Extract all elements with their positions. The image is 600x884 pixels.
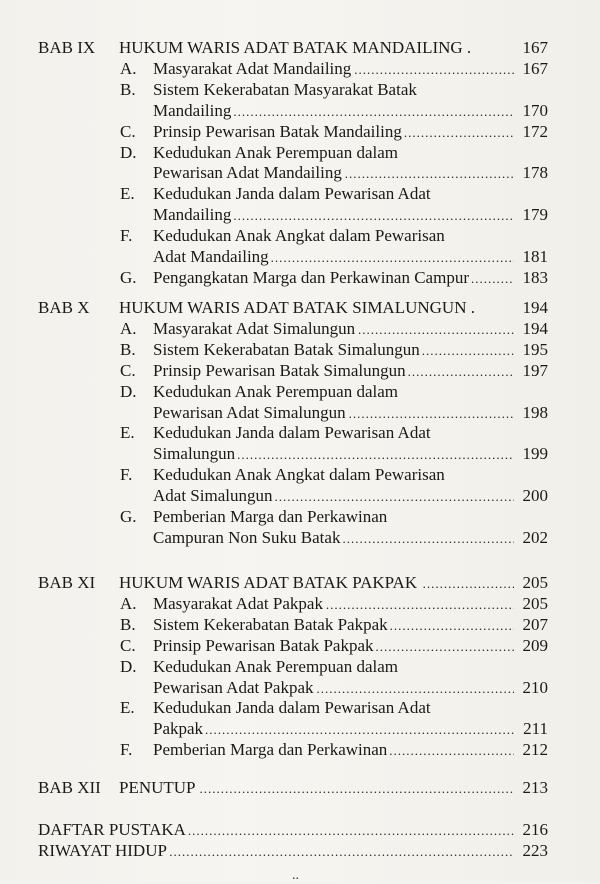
entry-letter: A. — [120, 58, 137, 78]
toc-page-number: 209 — [522, 635, 548, 655]
dot-leader — [274, 486, 514, 506]
toc-entry-continuation[interactable] — [38, 678, 548, 698]
entry-letter: B. — [120, 614, 136, 634]
dot-leader — [169, 841, 514, 861]
toc-entry[interactable] — [38, 268, 548, 288]
entry-letter: F. — [120, 740, 133, 760]
toc-entry[interactable] — [38, 740, 548, 760]
chapter-title: HUKUM WARIS ADAT BATAK MANDAILING . — [119, 38, 472, 57]
dot-leader — [233, 205, 514, 225]
toc-entry[interactable] — [38, 59, 548, 79]
entry-title: Adat Mandailing — [153, 247, 269, 266]
entry-letter: D. — [120, 142, 137, 162]
chapter-title: HUKUM WARIS ADAT BATAK SIMALUNGUN . — [119, 298, 475, 317]
dot-leader-dots — [274, 488, 514, 506]
toc-back-matter[interactable] — [38, 841, 548, 861]
dot-leader — [389, 740, 514, 760]
dot-leader-dots — [422, 342, 514, 360]
entry-letter: D. — [120, 381, 137, 401]
dot-leader — [349, 403, 514, 423]
toc-page-number: 216 — [522, 820, 548, 839]
toc-page-number: 172 — [522, 121, 548, 141]
entry-title: Prinsip Pewarisan Batak Mandailing — [153, 121, 402, 141]
dot-leader-dots — [471, 270, 514, 288]
entry-title: Kedudukan Anak Angkat dalam Pewarisan — [153, 465, 445, 485]
toc-page-number: 198 — [522, 402, 548, 422]
dot-leader-dots — [389, 742, 514, 760]
dot-leader — [205, 719, 514, 739]
entry-title: Pengangkatan Marga dan Perkawinan Campur — [153, 267, 469, 287]
toc-page-number: 197 — [522, 360, 548, 380]
entry-title: Pewarisan Adat Simalungun — [153, 402, 346, 422]
toc-page-number: 167 — [522, 58, 548, 78]
toc-entry[interactable] — [38, 184, 548, 204]
entry-title: Prinsip Pewarisan Batak Simalungun — [153, 360, 406, 380]
toc-page-number: 223 — [522, 841, 548, 860]
entry-title: Sistem Kekerabatan Masyarakat Batak — [153, 79, 417, 99]
dot-leader — [342, 528, 514, 548]
toc-page-number: 194 — [522, 298, 548, 317]
toc-entry-continuation[interactable] — [38, 403, 548, 423]
toc-entry[interactable] — [38, 143, 548, 163]
dot-leader-dots — [349, 405, 514, 423]
dot-leader-dots — [205, 721, 514, 739]
toc-chapter-3[interactable] — [38, 573, 548, 593]
dot-leader — [326, 594, 514, 614]
entry-title: Mandailing — [153, 205, 232, 225]
toc-chapter-1[interactable] — [38, 38, 548, 58]
dot-leader — [390, 615, 514, 635]
toc-entry[interactable] — [38, 657, 548, 677]
dot-leader-dots — [345, 165, 514, 183]
entry-title: Masyarakat Adat Simalungun — [153, 318, 356, 338]
entry-title: Kedudukan Anak Angkat dalam Pewarisan — [153, 226, 445, 246]
chapter-code: BAB IX — [38, 38, 96, 57]
toc-page-number: 179 — [522, 205, 548, 225]
entry-letter: C. — [120, 360, 136, 380]
dot-leader-dots — [169, 843, 514, 861]
toc-page-number: 210 — [522, 677, 548, 697]
entry-letter: G. — [120, 507, 137, 526]
dot-leader — [233, 101, 514, 121]
dot-leader-dots — [408, 363, 514, 381]
toc-page-number: 200 — [522, 486, 548, 506]
entry-title: Pemberian Marga dan Perkawinan — [153, 740, 388, 760]
entry-letter: D. — [120, 656, 137, 676]
entry-title: Campuran Non Suku Batak — [153, 527, 341, 547]
toc-entry[interactable] — [38, 698, 548, 718]
entry-title: Kedudukan Anak Perempuan dalam — [153, 381, 399, 401]
dot-leader-dots — [342, 530, 514, 548]
dot-leader-dots — [237, 446, 514, 464]
chapter-code: BAB X — [38, 298, 90, 317]
entry-title: Sistem Kekerabatan Batak Simalungun — [153, 339, 420, 359]
toc-chapter-2[interactable] — [38, 298, 548, 318]
dot-leader — [422, 340, 514, 360]
entry-title: Kedudukan Janda dalam Pewarisan Adat — [153, 423, 431, 443]
entry-title: Adat Simalungun — [153, 486, 273, 506]
toc-page-number: 211 — [523, 719, 548, 739]
dot-leader — [237, 444, 514, 464]
toc-page-number: 194 — [522, 318, 548, 338]
toc-entry[interactable] — [38, 340, 548, 360]
entry-title: Pewarisan Adat Mandailing — [153, 163, 342, 183]
dot-leader-dots — [271, 249, 514, 267]
toc-entry-continuation[interactable] — [38, 444, 548, 464]
dot-leader-dots — [233, 103, 514, 121]
chapter-title: HUKUM WARIS ADAT BATAK PAKPAK — [119, 573, 418, 592]
dot-leader-dots — [375, 638, 514, 656]
dot-leader-dots — [200, 780, 515, 798]
toc-page-number: 167 — [522, 38, 548, 57]
entry-title: Masyarakat Adat Mandailing — [153, 58, 352, 78]
entry-letter: E. — [120, 184, 135, 204]
toc-page-number: 202 — [522, 527, 548, 547]
entry-title: Kedudukan Anak Perempuan dalam — [153, 142, 399, 162]
toc-entry-continuation[interactable] — [38, 163, 548, 183]
entry-title: Kedudukan Anak Perempuan dalam — [153, 656, 399, 676]
dot-leader-dots — [423, 575, 514, 593]
entry-title: Mandailing — [153, 100, 232, 120]
toc-entry[interactable] — [38, 423, 548, 443]
toc-entry[interactable] — [38, 226, 548, 246]
entry-title: Masyarakat Adat Pakpak — [153, 593, 323, 613]
dot-leader-dots — [233, 207, 514, 225]
toc-entry-continuation[interactable] — [38, 719, 548, 739]
toc-entry[interactable] — [38, 507, 548, 527]
toc-entry[interactable] — [38, 382, 548, 402]
dot-leader-dots — [316, 680, 514, 698]
dot-leader — [345, 163, 514, 183]
entry-letter: G. — [120, 267, 137, 287]
chapter-code: BAB XII — [38, 778, 101, 797]
chapter-title: PENUTUP — [119, 778, 196, 797]
chapter-code: BAB XI — [38, 573, 96, 592]
dot-leader-dots — [390, 617, 514, 635]
dot-leader-dots — [358, 321, 514, 339]
toc-chapter-4[interactable] — [38, 778, 548, 798]
back-matter-title: RIWAYAT HIDUP — [38, 841, 167, 860]
entry-letter: C. — [120, 635, 136, 655]
toc-entry[interactable] — [38, 594, 548, 614]
entry-title: Kedudukan Janda dalam Pewarisan Adat — [153, 184, 431, 204]
toc-page-number: 183 — [522, 267, 548, 287]
entry-title: Prinsip Pewarisan Batak Pakpak — [153, 635, 374, 655]
entry-letter: E. — [120, 698, 135, 718]
toc-entry[interactable] — [38, 80, 548, 100]
toc-entry-continuation[interactable] — [38, 528, 548, 548]
page-number-mark: .. — [292, 868, 299, 883]
entry-letter: B. — [120, 339, 136, 359]
toc-page-number: 170 — [522, 100, 548, 120]
dot-leader — [404, 122, 514, 142]
dot-leader — [354, 59, 514, 79]
dot-leader — [423, 573, 514, 593]
toc-entry[interactable] — [38, 615, 548, 635]
entry-title: Sistem Kekerabatan Batak Pakpak — [153, 614, 388, 634]
toc-page-number: 205 — [522, 573, 548, 592]
entry-letter: F. — [120, 226, 133, 246]
dot-leader — [358, 319, 514, 339]
toc-page-number: 205 — [522, 593, 548, 613]
dot-leader-dots — [354, 61, 514, 79]
entry-title: Pemberian Marga dan Perkawinan — [153, 507, 388, 526]
dot-leader — [316, 678, 514, 698]
entry-letter: A. — [120, 318, 137, 338]
entry-letter: A. — [120, 593, 137, 613]
entry-title: Pakpak — [153, 719, 204, 739]
dot-leader — [471, 268, 514, 288]
toc-entry[interactable] — [38, 361, 548, 381]
toc-page-number: 213 — [522, 778, 548, 797]
entry-letter: C. — [120, 121, 136, 141]
toc-back-matter[interactable] — [38, 820, 548, 840]
toc-entry-continuation[interactable] — [38, 486, 548, 506]
toc-entry[interactable] — [38, 465, 548, 485]
entry-title: Kedudukan Janda dalam Pewarisan Adat — [153, 698, 431, 718]
entry-title: Pewarisan Adat Pakpak — [153, 677, 314, 697]
toc-entry[interactable] — [38, 636, 548, 656]
dot-leader — [408, 361, 514, 381]
dot-leader — [200, 778, 515, 798]
toc-entry-continuation[interactable] — [38, 101, 548, 121]
toc-page-number: 181 — [522, 247, 548, 266]
toc-page-number: 195 — [522, 339, 548, 359]
dot-leader — [188, 820, 514, 840]
entry-letter: E. — [120, 423, 135, 443]
toc-entry[interactable] — [38, 122, 548, 142]
dot-leader-dots — [326, 596, 514, 614]
toc-page-number: 178 — [522, 163, 548, 183]
dot-leader — [375, 636, 514, 656]
toc-page-number: 207 — [522, 614, 548, 634]
dot-leader-dots — [404, 124, 514, 142]
entry-title: Simalungun — [153, 444, 236, 464]
toc-entry-continuation[interactable] — [38, 205, 548, 225]
dot-leader-dots — [188, 822, 514, 840]
dot-leader — [271, 247, 514, 267]
toc-entry-continuation[interactable] — [38, 247, 548, 267]
toc-entry[interactable] — [38, 319, 548, 339]
entry-letter: B. — [120, 79, 136, 99]
back-matter-title: DAFTAR PUSTAKA — [38, 820, 186, 839]
toc-page-number: 212 — [522, 740, 548, 760]
entry-letter: F. — [120, 465, 133, 485]
toc-page-number: 199 — [522, 444, 548, 464]
